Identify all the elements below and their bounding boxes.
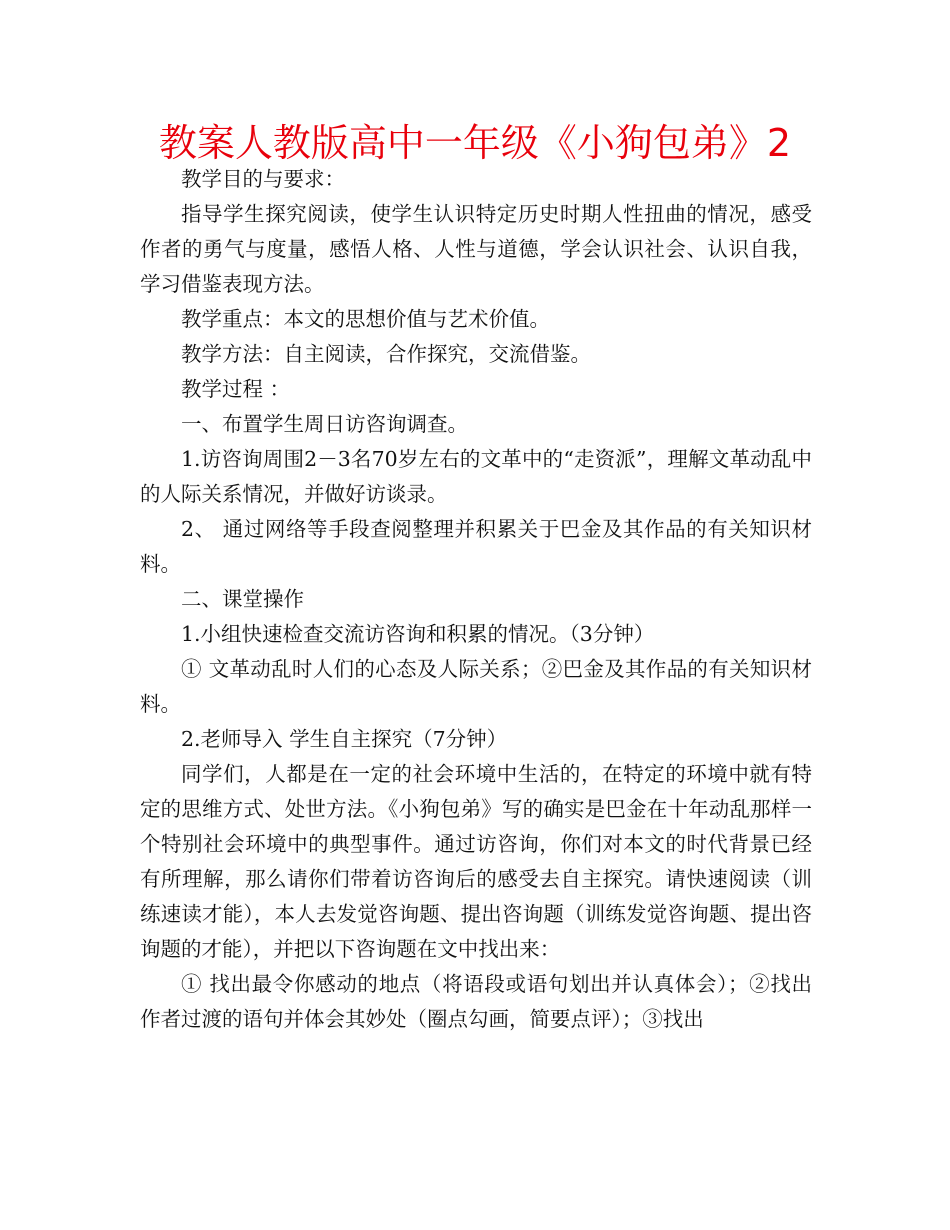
paragraph-class-item-1: 1.小组快速检查交流访咨询和积累的情况。（3分钟） xyxy=(181,622,655,646)
paragraph-tasks: ① 找出最令你感动的地点（将语段或语句划出并认真体会）；②找出作者过渡的语句并体会其妙处（圈点勾画，简要点评）；③找出 xyxy=(140,972,812,1031)
document-body xyxy=(140,162,812,1037)
paragraph-item-2: 2、 通过网络等手段查阅整理并积累关于巴金及其作品的有关知识材料。 xyxy=(140,517,812,576)
paragraph-key-points: 教学重点：本文的思想价值与艺术价值。 xyxy=(181,307,550,331)
document-title: 教案人教版高中一年级《小狗包弟》2 xyxy=(158,121,792,165)
paragraph-class-item-1-detail: ① 文革动乱时人们的心态及人际关系；②巴金及其作品的有关知识材料。 xyxy=(140,657,812,716)
paragraph-intro: 同学们，人都是在一定的社会环境中生活的，在特定的环境中就有特定的思维方式、处世方法。《小狗包弟》写的确实是巴金在十年动乱那样一个特别社会环境中的典型事件。通过访咨询，你们对本文的时代背景已经有所理解，那么请你们带着访咨询后的感受去自主探究。请快速阅读（训练速读才能），本人去发觉咨询题、提出咨询题（训练发觉咨询题、提出咨询题的才能），并把以下咨询题在文中找出来： xyxy=(140,762,812,961)
paragraph-section-two: 二、课堂操作 xyxy=(181,587,304,611)
paragraph-section-one: 一、布置学生周日访咨询调查。 xyxy=(181,412,468,436)
paragraph-item-1: 1.访咨询周围2－3名70岁左右的文革中的“走资派”，理解文革动乱中的人际关系情况，并做好访谈录。 xyxy=(140,447,812,506)
paragraph-process-heading: 教学过程 ： xyxy=(181,377,291,401)
paragraph-objectives: 指导学生探究阅读，使学生认识特定历史时期人性扭曲的情况，感受作者的勇气与度量，感悟人格、人性与道德，学会认识社会、认识自我，学习借鉴表现方法。 xyxy=(140,202,812,296)
paragraph-class-item-2: 2.老师导入 学生自主探究（7分钟） xyxy=(181,727,508,751)
paragraph-objectives-heading: 教学目的与要求： xyxy=(181,167,345,191)
paragraph-methods: 教学方法：自主阅读，合作探究，交流借鉴。 xyxy=(181,342,591,366)
